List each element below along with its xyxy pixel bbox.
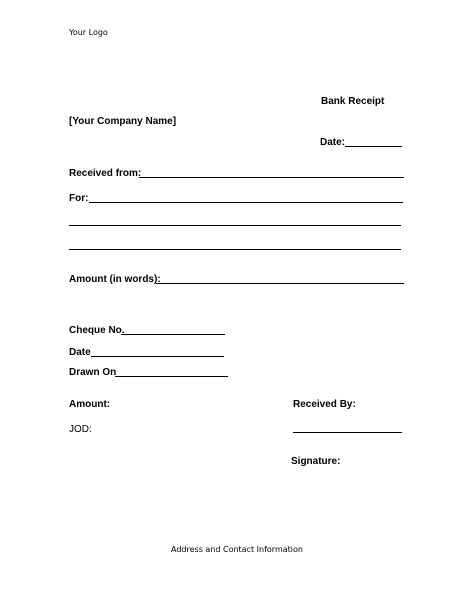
for-line	[89, 202, 403, 203]
for-label: For:	[69, 193, 89, 204]
address-footer: Address and Contact Information	[171, 545, 303, 554]
blank-line-1	[69, 225, 401, 226]
signature-label: Signature:	[291, 456, 341, 467]
drawn-on-label: Drawn On	[69, 367, 117, 378]
received-from-line	[139, 177, 404, 178]
blank-line-2	[69, 249, 401, 250]
currency-label: JOD:	[69, 424, 92, 435]
cheque-date-line	[91, 356, 224, 357]
amount-words-line	[156, 283, 404, 284]
company-name: [Your Company Name]	[69, 116, 177, 127]
drawn-on-line	[115, 376, 228, 377]
amount-words-label: Amount (in words):	[69, 274, 161, 285]
amount-label: Amount:	[69, 399, 111, 410]
cheque-date-label: Date	[69, 347, 91, 358]
received-by-label: Received By:	[293, 399, 356, 410]
date-label-header: Date:	[320, 137, 346, 148]
received-by-line	[293, 432, 402, 433]
received-from-label: Received from:	[69, 168, 142, 179]
cheque-no-line	[121, 334, 225, 335]
logo-placeholder: Your Logo	[69, 28, 108, 37]
cheque-no-label: Cheque No.	[69, 325, 125, 336]
date-line-header	[345, 146, 402, 147]
document-title: Bank Receipt	[321, 96, 385, 107]
